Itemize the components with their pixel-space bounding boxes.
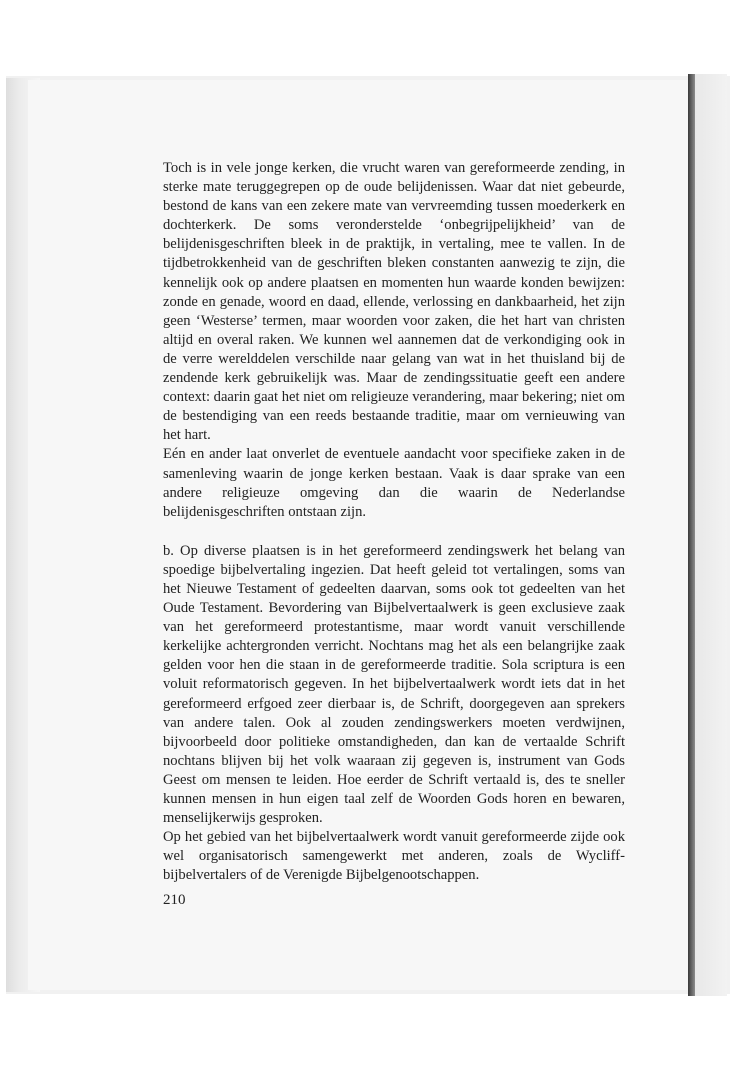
paragraph-2: Eén en ander laat onverlet de eventuele aandacht voor specifieke zaken in de samenleving waarin de jonge kerken bestaan. Vaak is daar sprake van een andere religieuze omgeving dan die waarin de Nederlandse belijdenisgeschriften ontstaan zijn. (163, 446, 625, 520)
paragraph-3: b. Op diverse plaatsen is in het gereformeerd zendingswerk het belang van spoedige bijbelvertaling ingezien. Dat heeft geleid tot vertalingen, soms van het Nieuwe Testament of gedeelten daarvan, soms ook tot gedeelten van het Oude Testament. Bevordering van Bijbelvertaalwerk is geen exclusieve zaak van het gereformeerd protestantisme, maar wordt vanuit verschillende kerkelijke achtergronden verricht. Nochtans mag het als een belangrijke zaak gelden voor hen die staan in de gereformeerde traditie. Sola scriptura is een voluit reformatorisch gegeven. In het bijbelvertaalwerk wordt iets dat in het gereformeerd erfgoed zeer dierbaar is, de Schrift, doorgegeven aan sprekers van andere talen. Ook al zouden zendingswerkers moeten verdwijnen, bijvoorbeeld door politieke omstandigheden, dan kan de vertaalde Schrift nochtans blijven bij het volk waaraan zij gegeven is, instrument van Gods Geest om mensen te leiden. Hoe eerder de Schrift vertaald is, des te sneller kunnen mensen in hun eigen taal zelf de Woorden Gods horen en bewaren, menselijkerwijs gesproken. (163, 542, 625, 827)
opposite-page-edge (695, 74, 727, 996)
body-text (163, 159, 625, 885)
page-number: 210 (163, 892, 186, 908)
paragraph-1: Toch is in vele jonge kerken, die vrucht waren van gereformeerde zending, in sterke mate teruggegrepen op de oude belijdenissen. Waar dat niet gebeurde, bestond de kans van een zekere mate van vervreemding tussen moederkerk en dochterkerk. De soms veronderstelde ‘onbegrijpelijkheid’ van de belijdenisgeschriften bleek in de praktijk, in vertaling, mee te vallen. In de tijdbetrokkenheid van de geschriften bleken constanten aanwezig te zijn, die kennelijk ook op andere plaatsen en momenten hun waarde konden bewijzen: zonde en genade, woord en daad, ellende, verlossing en dankbaarheid, het zijn geen ‘Westerse’ termen, maar woorden voor zaken, die het hart van christen altijd en overal raken. We kunnen wel aannemen dat de verkondiging ook in de verre werelddelen verschilde naar gelang van wat in het thuisland bij de zendende kerk gebruikelijk was. Maar de zendingssituatie geeft een andere context: daarin gaat het niet om religieuze verandering, maar bekering; niet om de bestendiging van een reeds bestaande traditie, maar om vernieuwing van het hart. (163, 160, 625, 444)
paragraph-4: Op het gebied van het bijbelvertaalwerk wordt vanuit gereformeerde zijde ook wel organisatorisch samengewerkt met anderen, zoals de Wycliff-bijbelvertalers of de Verenigde Bijbelgenootschappen. (163, 829, 625, 884)
book-spine-shadow (688, 74, 695, 996)
